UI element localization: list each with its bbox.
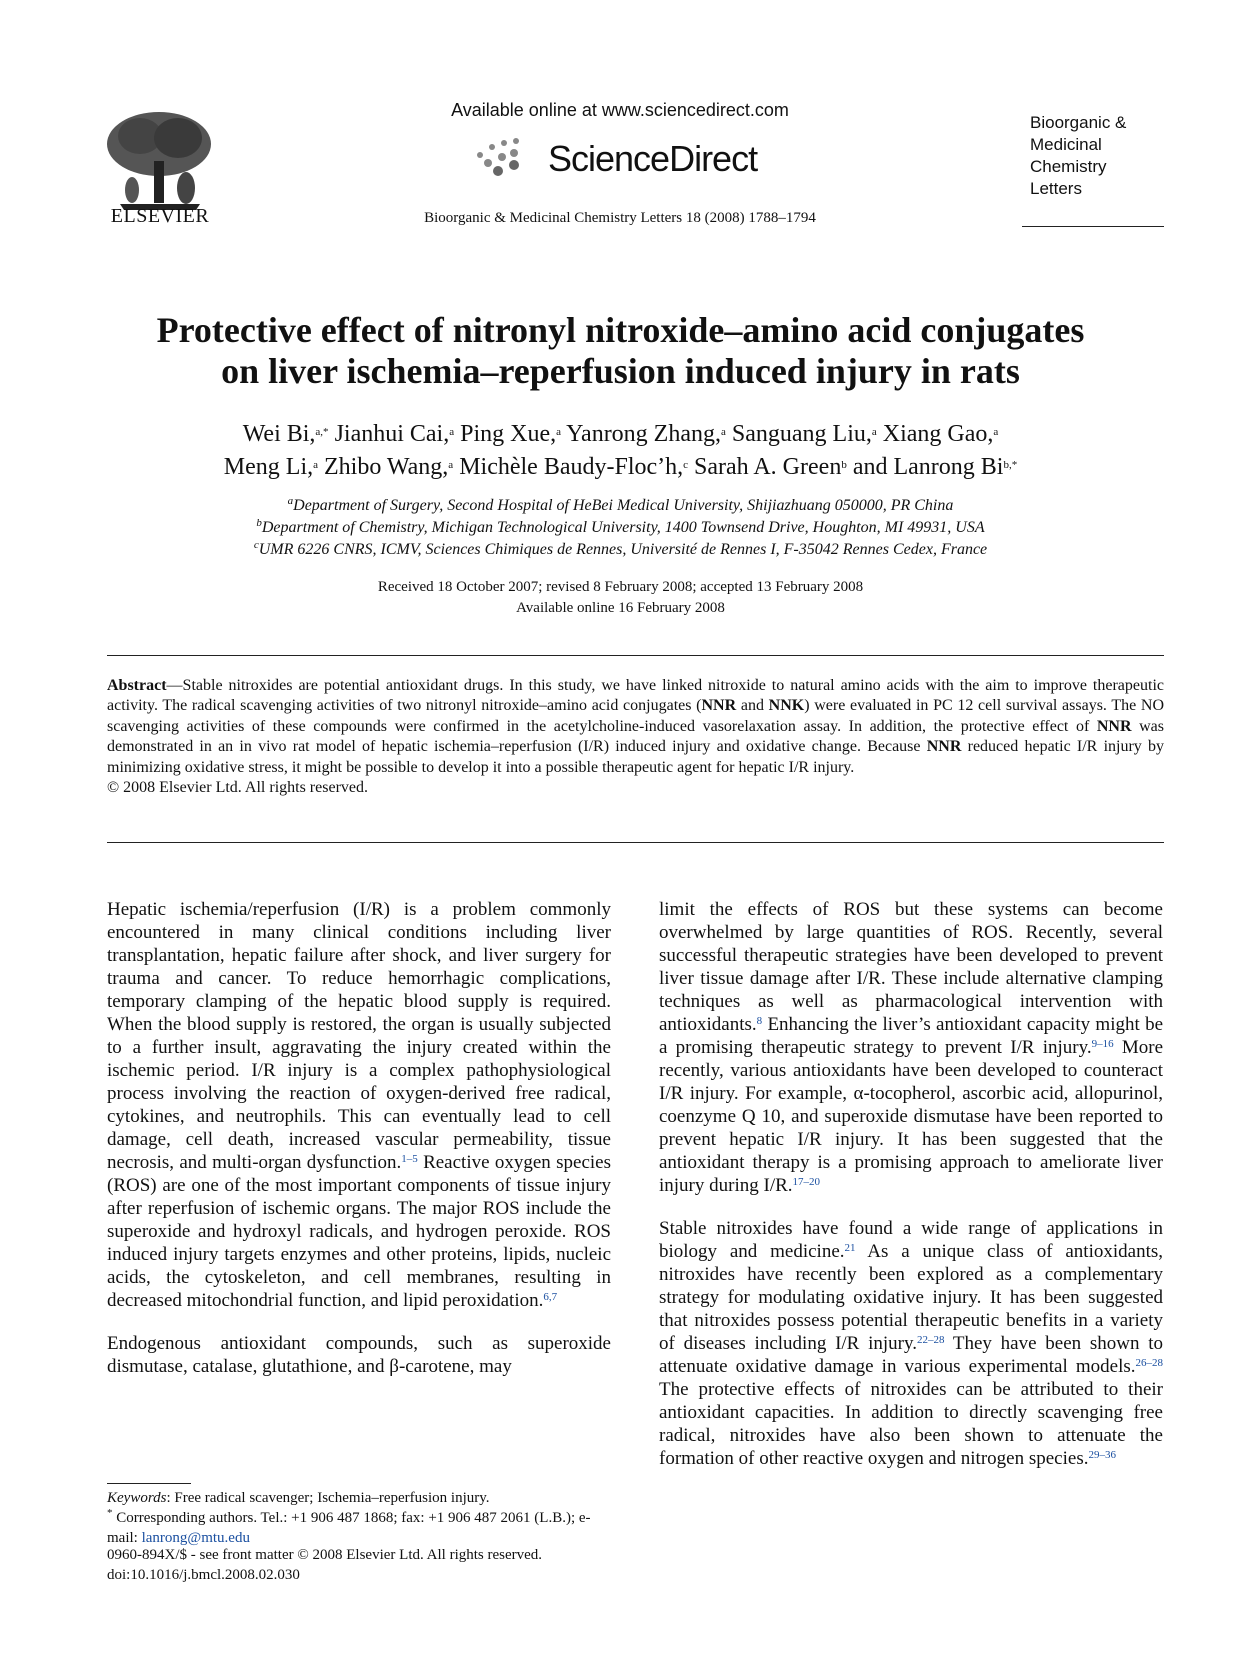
- abstract-text: —Stable nitroxides are potential antioxidant drugs. In this study, we have linked nitroxide to natural amino acids with the aim to improve therapeutic activity. The radical scavenging activities of two nitronyl nitroxide–amino acid conjugates (: [107, 677, 1164, 715]
- author-affil-mark: a: [313, 459, 319, 471]
- affil-text: UMR 6226 CNRS, ICMV, Sciences Chimiques de Rennes, Université de Rennes I, F-35042 Rennes Cedex, France: [258, 541, 988, 558]
- abstract-text: was demonstrated in an in vivo rat model of hepatic ischemia–reperfusion (I/R) induced injury and oxidative change. Because: [107, 717, 1164, 756]
- title-line: on liver ischemia–reperfusion induced injury in rats: [221, 351, 1020, 391]
- author: Jianhui Cai,: [334, 421, 450, 447]
- affil-text: Department of Chemistry, Michigan Technological University, 1400 Townsend Drive, Houghton, MI 49931, USA: [261, 519, 985, 536]
- received-dates: Received 18 October 2007; revised 8 February 2008; accepted 13 February 2008: [377, 579, 864, 595]
- journal-name-line: Chemistry: [1030, 157, 1107, 176]
- author: Wei Bi,: [242, 421, 316, 447]
- author: Ping Xue,: [460, 421, 557, 447]
- compound-name: NNK: [768, 697, 805, 715]
- author-affil-mark: a: [993, 426, 999, 438]
- authors-line-2: [60, 451, 1181, 484]
- citation-ref[interactable]: 1–5: [401, 1153, 418, 1165]
- sciencedirect-dots-icon: [470, 133, 550, 183]
- author: Xiang Gao,: [882, 421, 994, 447]
- authors-line-1: [60, 418, 1181, 451]
- affil-mark: c: [253, 539, 259, 551]
- sciencedirect-wordmark: ScienceDirect: [548, 138, 758, 179]
- author-affil-mark: a: [449, 426, 455, 438]
- author-affil-mark: a: [556, 426, 561, 438]
- title-line: Protective effect of nitronyl nitroxide–amino acid conjugates: [156, 310, 1085, 350]
- publisher-wordmark: ELSEVIER: [110, 205, 210, 227]
- citation-ref[interactable]: 9–16: [1091, 1038, 1114, 1050]
- citation-ref[interactable]: 21: [844, 1242, 856, 1254]
- author-affil-mark: c: [683, 459, 689, 471]
- author: Sarah A. Green: [694, 454, 842, 480]
- affil-text: Department of Surgery, Second Hospital of HeBei Medical University, Shijiazhuang 050000, PR China: [293, 497, 954, 514]
- affil-mark: b: [256, 517, 262, 529]
- author-affil-mark: a,*: [315, 426, 329, 438]
- paragraph-text: More recently, various antioxidants have been developed to counteract I/R injury. For example, α-tocopherol, ascorbic acid, allopurinol, coenzyme Q 10, and superoxide dismutase have been reported to prevent hepatic I/R injury. It has been suggested that the antioxidant therapy is a promising approach to ameliorate liver injury during I/R.: [659, 1037, 1163, 1196]
- email-link[interactable]: lanrong@mtu.edu: [141, 1530, 250, 1546]
- author-affil-mark: b,*: [1003, 459, 1018, 471]
- author: and Lanrong Bi: [852, 454, 1004, 480]
- keywords-text: : Free radical scavenger; Ischemia–reperfusion injury.: [166, 1490, 490, 1506]
- citation-ref[interactable]: 29–36: [1088, 1449, 1116, 1461]
- compound-name: NNR: [701, 697, 737, 715]
- abstract-text: reduced hepatic I/R injury by minimizing oxidative stress, it might be possible to develop it into a possible therapeutic agent for hepatic I/R injury.: [107, 738, 1165, 776]
- footnote-star: *: [107, 1507, 113, 1519]
- paragraph-text: As a unique class of antioxidants, nitroxides have recently been explored as a complementary strategy for modulating oxidative injury. It has been suggested that nitroxides possess potential therapeutic benefits in a variety of diseases including I/R injury.: [659, 1241, 1163, 1354]
- abstract-copyright: © 2008 Elsevier Ltd. All rights reserved.: [107, 779, 368, 797]
- author-affil-mark: a: [871, 426, 877, 438]
- footnotes: [107, 1488, 611, 1548]
- paragraph: [659, 898, 1163, 1197]
- footnote-rule: [107, 1483, 191, 1484]
- available-online-text[interactable]: Available online at www.sciencedirect.com: [451, 100, 789, 120]
- keywords-label: Keywords: [107, 1490, 167, 1506]
- author-list: [60, 418, 1181, 484]
- corresponding-text: Corresponding authors. Tel.: +1 906 487 1868; fax: +1 906 487 2061 (L.B.); e-mail:: [107, 1510, 591, 1546]
- affil-mark: a: [287, 495, 294, 507]
- citation-ref[interactable]: 26–28: [1135, 1357, 1163, 1369]
- author-affil-mark: a: [448, 459, 454, 471]
- author-affil-mark: a: [721, 426, 726, 438]
- author: Yanrong Zhang,: [566, 421, 721, 447]
- citation-ref[interactable]: 6,7: [543, 1291, 558, 1303]
- paragraph-text: Reactive oxygen species (ROS) are one of the most important components of tissue injury after reperfusion of ischemic organs. The major ROS include the superoxide and hydroxyl radicals, and hydrogen peroxide. ROS induced injury targets enzymes and other proteins, lipids, nucleic acids, the cytoskeleton, and cell membranes, resulting in decreased mitochondrial function, and lipid peroxidation.: [107, 1152, 611, 1311]
- abstract-top-rule: [107, 655, 1164, 656]
- journal-name-line: Letters: [1030, 179, 1082, 198]
- citation-ref[interactable]: 8: [756, 1015, 763, 1027]
- page-footer: [107, 1545, 687, 1585]
- journal-rule: [1022, 226, 1164, 227]
- paragraph-text: Hepatic ischemia/reperfusion (I/R) is a problem commonly encountered in many clinical conditions including liver transplantation, hepatic failure after shock, and liver surgery for trauma and cancer. To reduce hemorrhagic complications, temporary clamping of the hepatic blood supply is required. When the blood supply is restored, the organ is usually subjected to a further insult, aggravating the injury created within the ischemic period. I/R injury is a complex pathophysiological process involving the reaction of oxygen-derived free radical, cytokines, and neutrophils. This can eventually lead to cell damage, cell death, increased vascular permeability, tissue necrosis, and multi-organ dysfunction.: [107, 899, 611, 1173]
- compound-name: NNR: [1096, 717, 1132, 735]
- doi-line[interactable]: doi:10.1016/j.bmcl.2008.02.030: [107, 1567, 300, 1583]
- paragraph-text: Endogenous antioxidant compounds, such as superoxide dismutase, catalase, glutathione, and β-carotene, may: [107, 1333, 611, 1377]
- citation-ref[interactable]: 17–20: [792, 1176, 821, 1188]
- paragraph-text: limit the effects of ROS but these systems can become overwhelmed by large quantities of ROS. Recently, several successful therapeutic strategies have been developed to prevent liver tissue damage after I/R. These include alternative clamping techniques as well as pharmacological intervention with antioxidants.: [659, 899, 1163, 1035]
- author: Meng Li,: [223, 454, 314, 480]
- abstract-text: and: [736, 697, 769, 715]
- abstract-label: Abstract: [107, 677, 167, 694]
- affiliation: [60, 517, 1181, 539]
- paragraph-text: The protective effects of nitroxides can be attributed to their antioxidant capacities. In addition to directly scavenging free radical, nitroxides have also been shown to attenuate the formation of other reactive oxygen and nitrogen species.: [659, 1379, 1163, 1469]
- abstract-bottom-rule: [107, 842, 1164, 843]
- available-date: Available online 16 February 2008: [516, 600, 725, 616]
- paragraph: [107, 898, 611, 1312]
- abstract-text: ) were evaluated in PC 12 cell survival assays. The NO scavenging activities of these compounds were confirmed in the acetylcholine-induced vasorelaxation assay. In addition, the protective effect of: [107, 697, 1165, 735]
- paragraph-text: Stable nitroxides have found a wide range of applications in biology and medicine.: [659, 1218, 1163, 1262]
- paragraph-text: Enhancing the liver’s antioxidant capacity might be a promising therapeutic strategy to prevent I/R injury.: [659, 1014, 1163, 1058]
- corresponding-authors: [107, 1508, 611, 1548]
- keywords: [107, 1488, 611, 1508]
- paragraph-text: They have been shown to attenuate oxidative damage in various experimental models.: [659, 1333, 1163, 1377]
- abstract: [107, 676, 1164, 798]
- author: Michèle Baudy-Floc’h,: [459, 454, 684, 480]
- journal-citation: Bioorganic & Medicinal Chemistry Letters 18 (2008) 1788–1794: [424, 210, 816, 226]
- author: Zhibo Wang,: [324, 454, 449, 480]
- paragraph: [107, 1332, 611, 1378]
- affiliation: [60, 539, 1181, 561]
- affiliations: [60, 495, 1181, 561]
- journal-name: [1030, 112, 1126, 200]
- compound-name: NNR: [926, 738, 962, 756]
- author-affil-mark: b: [841, 459, 847, 471]
- article-title: [60, 310, 1181, 392]
- affiliation: [60, 495, 1181, 517]
- author: Sanguang Liu,: [731, 421, 872, 447]
- citation-ref[interactable]: 22–28: [916, 1334, 945, 1346]
- issn-line: 0960-894X/$ - see front matter © 2008 Elsevier Ltd. All rights reserved.: [107, 1547, 543, 1563]
- paragraph: [659, 1217, 1163, 1470]
- article-dates: [60, 577, 1181, 619]
- body-column-left: [107, 898, 611, 1398]
- journal-name-line: Bioorganic &: [1030, 113, 1127, 132]
- journal-name-line: Medicinal: [1030, 135, 1102, 154]
- body-column-right: [659, 898, 1163, 1490]
